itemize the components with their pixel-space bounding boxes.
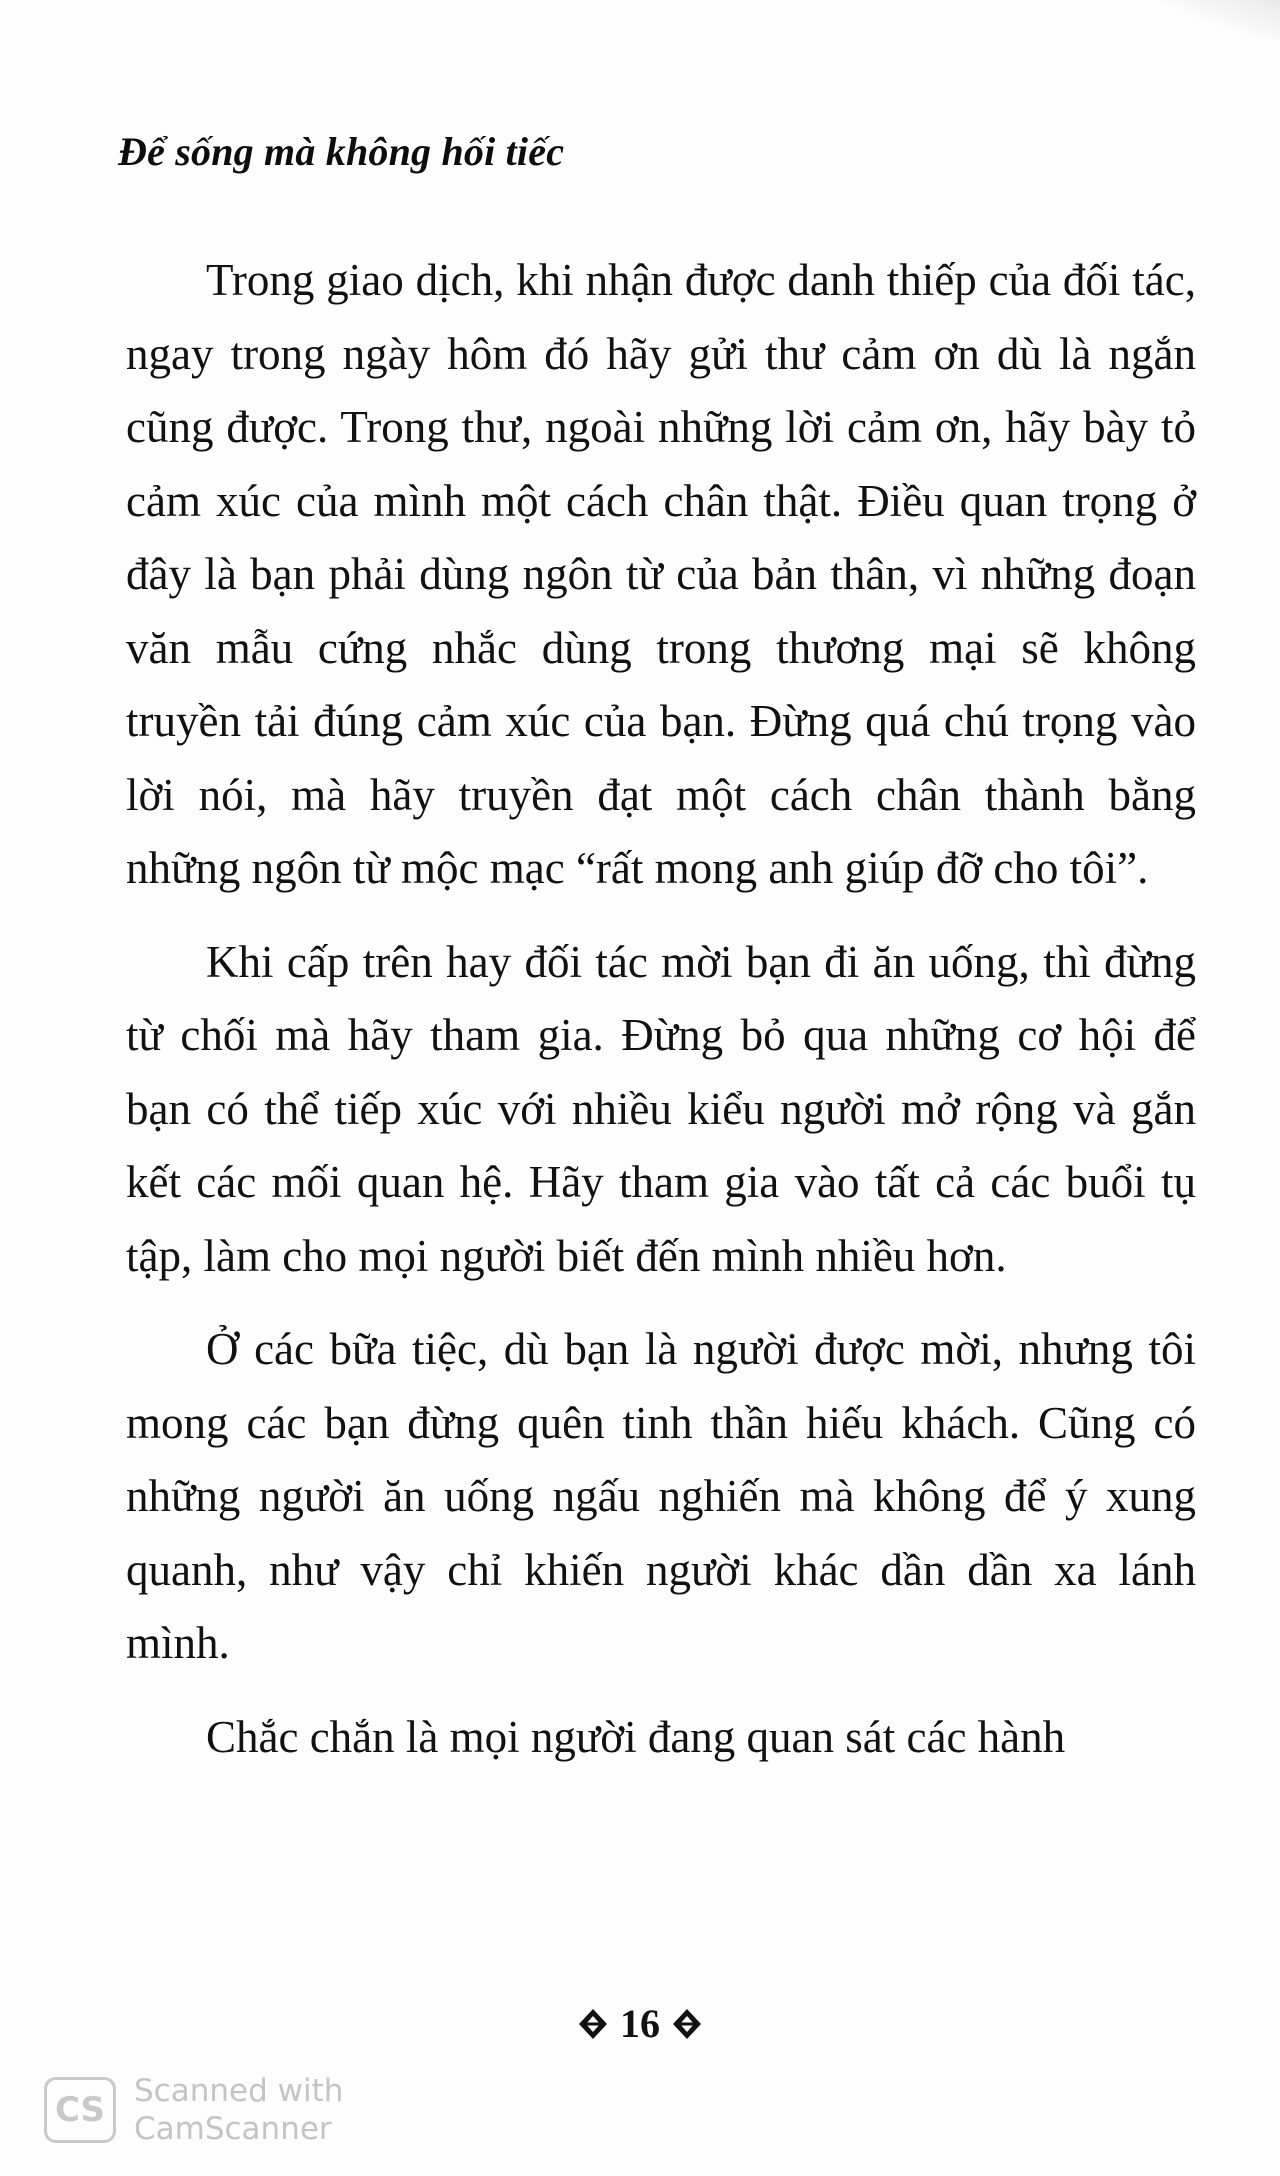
watermark-line-2: CamScanner — [134, 2111, 332, 2147]
watermark-text — [134, 2072, 343, 2148]
right-ornament-icon — [670, 2007, 704, 2041]
camscanner-logo-icon: CS — [44, 2077, 116, 2143]
page-number: 16 — [620, 2001, 660, 2046]
paragraph-2: Khi cấp trên hay đối tác mời bạn đi ăn uống, thì đừng từ chối mà hãy tham gia. Đừng bỏ qua những cơ hội để bạn có thể tiếp xúc với nhiều kiểu người mở rộng và gắn kết các mối quan hệ. Hãy tham gia vào tất cả các buổi tụ tập, làm cho mọi người biết đến mình nhiều hơn. — [126, 936, 1196, 1281]
page-corner-shadow — [1160, 0, 1280, 40]
folio — [0, 2000, 1280, 2047]
running-head: Để sống mà không hối tiếc — [118, 129, 565, 174]
paragraph-3: Ở các bữa tiệc, dù bạn là người được mời, nhưng tôi mong các bạn đừng quên tinh thần hiếu khách. Cũng có những người ăn uống ngấu nghiến mà không để ý xung quanh, như vậy chỉ khiến người khác dần dần xa lánh mình. — [126, 1324, 1196, 1668]
watermark-line-1: Scanned with — [134, 2073, 344, 2109]
camscanner-watermark — [44, 2072, 343, 2148]
left-ornament-icon — [576, 2007, 610, 2041]
body-text — [126, 244, 1196, 1794]
paragraph-1: Trong giao dịch, khi nhận được danh thiếp của đối tác, ngay trong ngày hôm đó hãy gửi thư cảm ơn dù là ngắn cũng được. Trong thư, ngoài những lời cảm ơn, hãy bày tỏ cảm xúc của mình một cách chân thật. Điều quan trọng ở đây là bạn phải dùng ngôn từ của bản thân, vì những đoạn văn mẫu cứng nhắc dùng trong thương mại sẽ không truyền tải đúng cảm xúc của bạn. Đừng quá chú trọng vào lời nói, mà hãy truyền đạt một cách chân thành bằng những ngôn từ mộc mạc “rất mong anh giúp đỡ cho tôi”. — [126, 255, 1196, 893]
paragraph-4: Chắc chắn là mọi người đang quan sát các hành — [206, 1711, 1066, 1762]
